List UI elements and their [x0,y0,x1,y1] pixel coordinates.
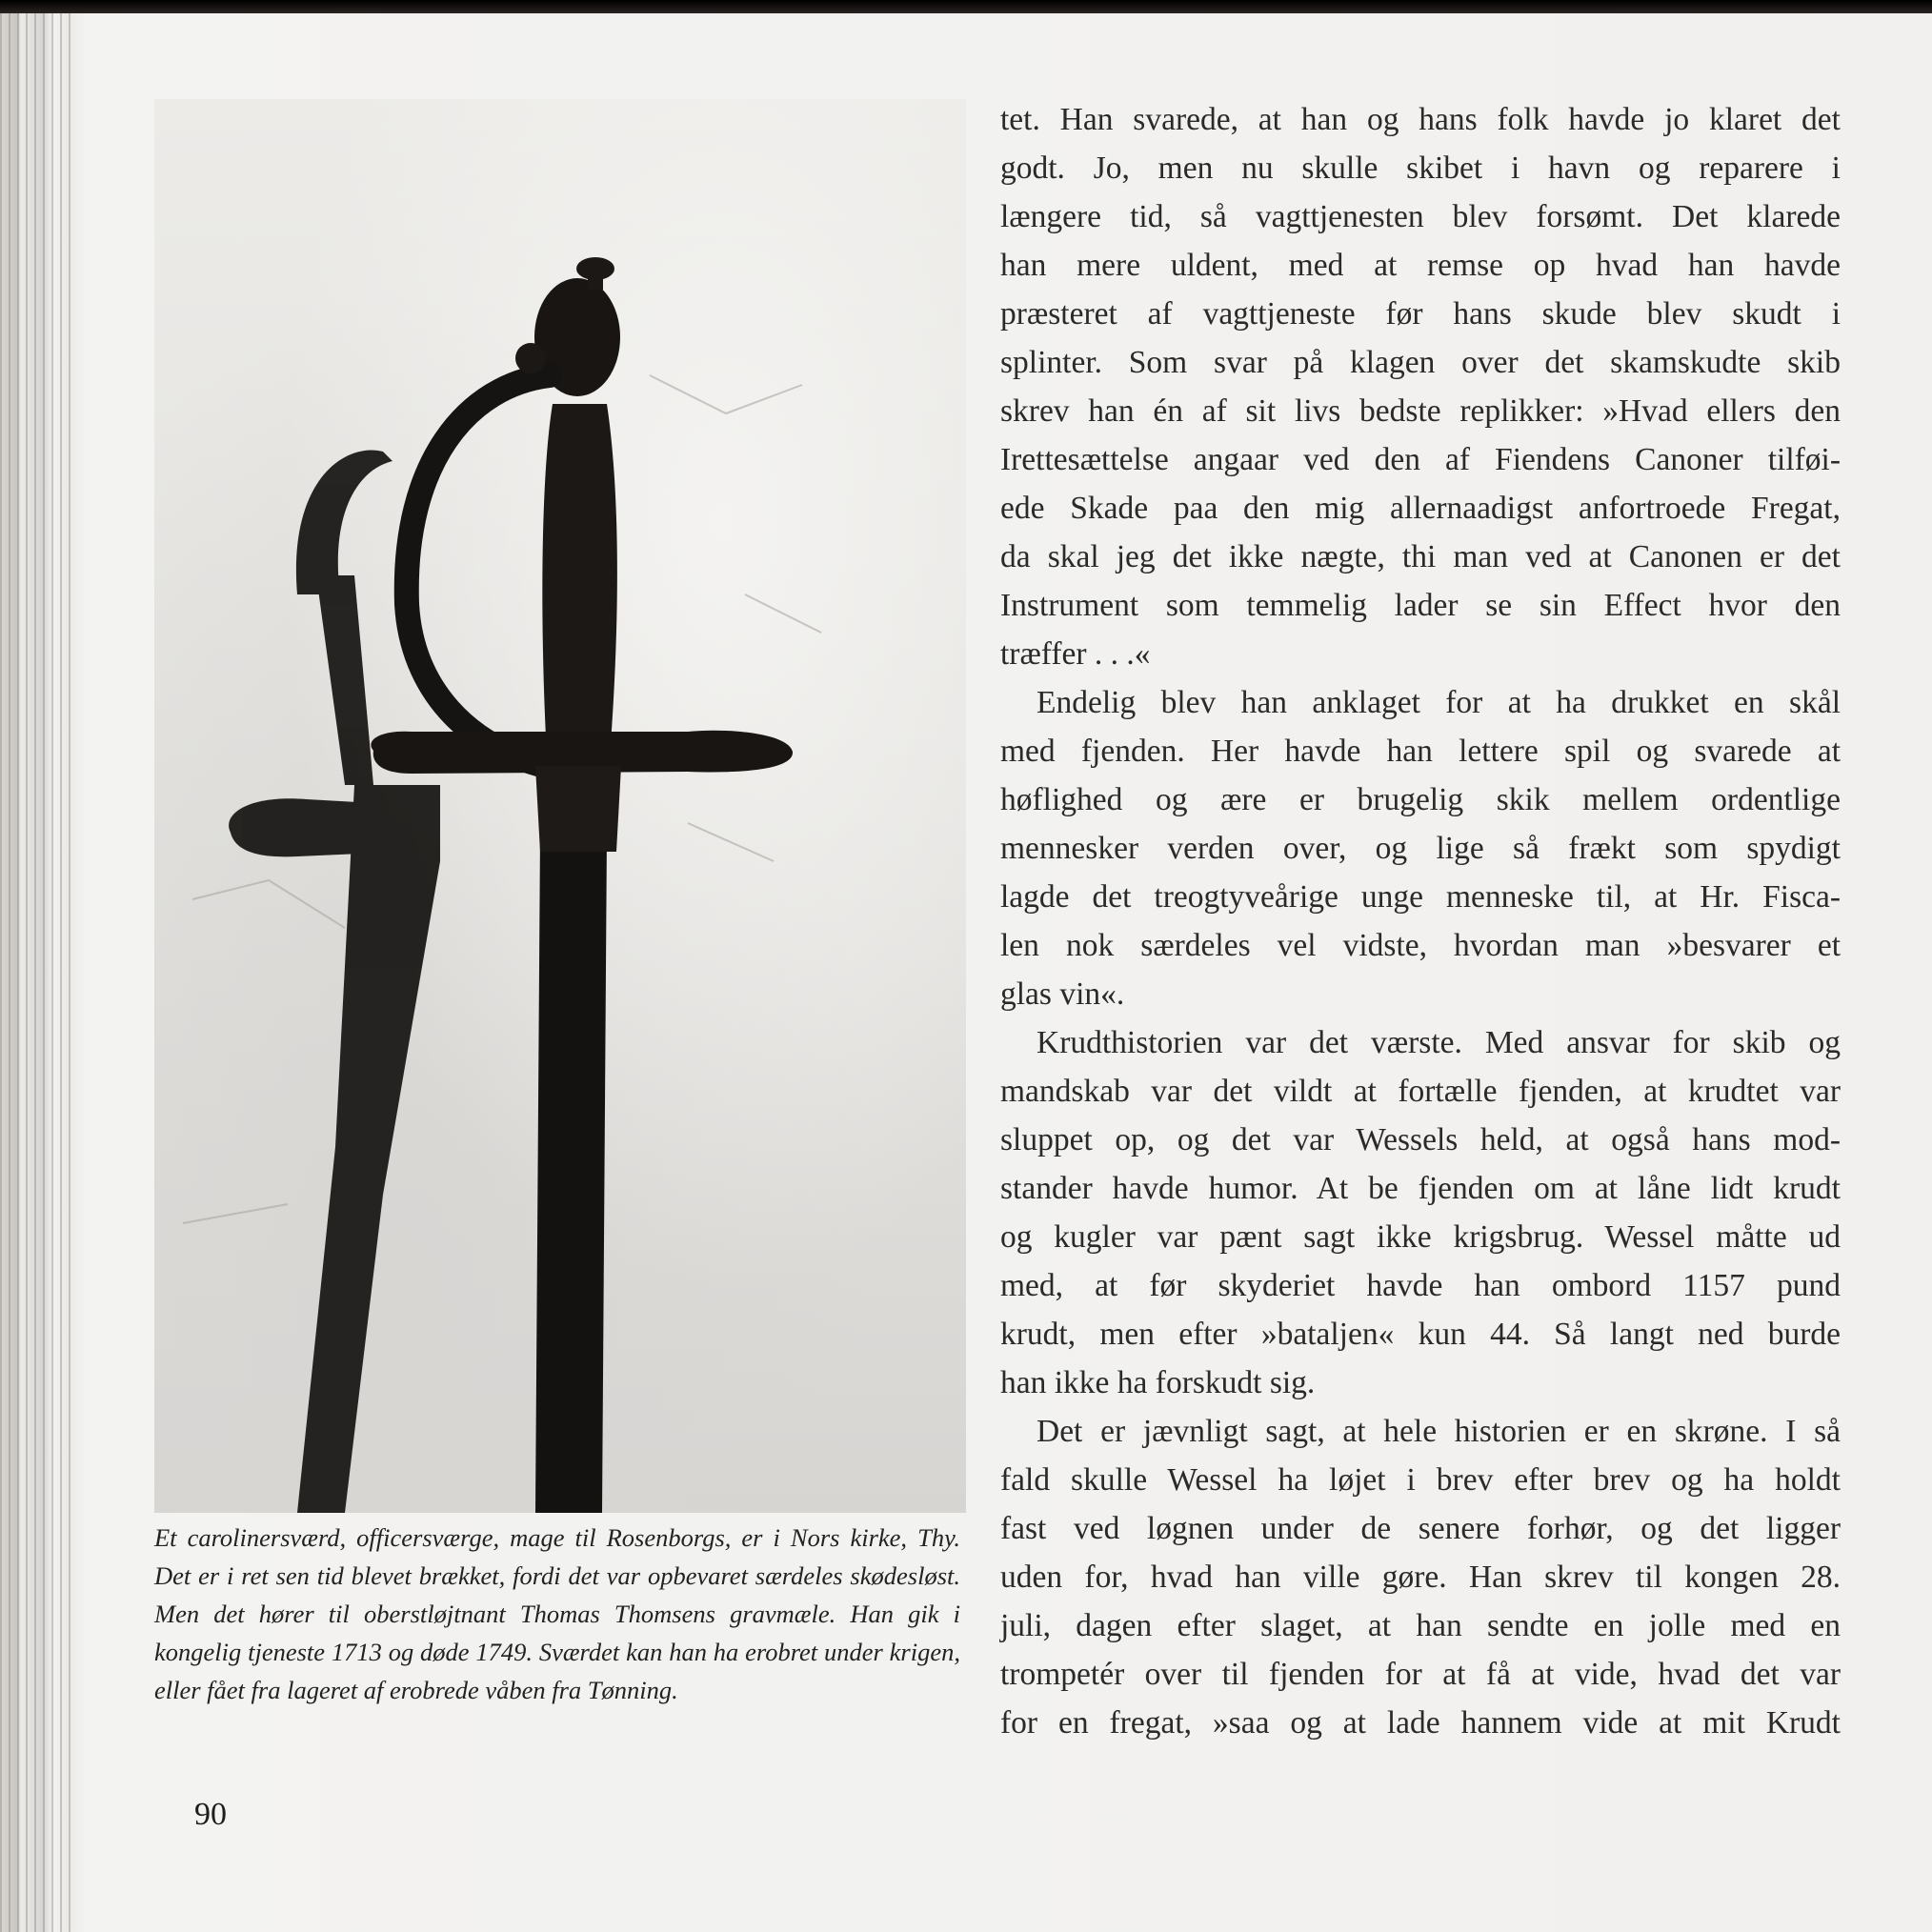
page-stack-edge [0,8,71,1932]
text-line: træffer . . .« [1000,636,1151,672]
text-line: med fjenden. Her havde han lettere spil og svarede at [1000,734,1841,769]
text-line: ede Skade paa den mig allernaadigst anfortroede Fregat, [1000,491,1841,526]
text-line: lagde det treogtyveårige unge menneske til, at Hr. Fisca- [1000,879,1841,915]
text-line: krudt, men efter »bataljen« kun 44. Så langt ned burde [1000,1317,1841,1352]
text-line: han ikke ha forskudt sig. [1000,1365,1316,1400]
text-line: med, at før skyderiet havde han ombord 1157 pund [1000,1268,1841,1303]
sword-photo [154,99,966,1513]
text-line: for en fregat, »saa og at lade hannem vide at mit Krudt [1000,1705,1841,1741]
text-line: fast ved løgnen under de senere forhør, og det ligger [1000,1511,1841,1546]
text-line: mennesker verden over, og lige så frækt som spydigt [1000,831,1841,866]
text-line: høflighed og ære er brugelig skik mellem ordentlige [1000,782,1841,817]
text-line: juli, dagen efter slaget, at han sendte en jolle med en [1000,1608,1841,1643]
text-line: han mere uldent, med at remse op hvad han havde [1000,248,1841,283]
text-line: længere tid, så vagttjenesten blev forsømt. Det klarede [1000,199,1841,234]
text-line: da skal jeg det ikke nægte, thi man ved at Canonen er det [1000,539,1841,574]
text-line: og kugler var pænt sagt ikke krigsbrug. Wessel måtte ud [1000,1219,1841,1255]
sword-illustration [154,99,966,1513]
text-line: Instrument som temmelig lader se sin Effect hvor den [1000,588,1841,623]
text-line: stander havde humor. At be fjenden om at låne lidt krudt [1000,1171,1841,1206]
text-line: sluppet op, og det var Wessels held, at også hans mod- [1000,1122,1841,1157]
text-line: Irettesættelse angaar ved den af Fiendens Canoner tilføi- [1000,442,1841,477]
text-line: præsteret af vagttjeneste før hans skude blev skudt i [1000,296,1841,332]
text-line: trompetér over til fjenden for at få at vide, hvad det var [1000,1657,1841,1692]
text-line: splinter. Som svar på klagen over det skamskudte skib [1000,345,1841,380]
body-text [1000,95,1841,1747]
text-line: len nok særdeles vel vidste, hvordan man »besvarer et [1000,928,1841,963]
text-line: tet. Han svarede, at han og hans folk havde jo klaret det [1000,102,1841,137]
text-line: skrev han én af sit livs bedste replikker: »Hvad ellers den [1000,393,1841,429]
photo-caption: Et carolinersværd, officersværge, mage til Rosenborgs, er i Nors kirke, Thy. Det er i ret sen tid blevet brækket, fordi det var opbevaret særdeles skødesløst. Men det hører til oberstløjtnant Thomas Thomsens gravmæle. Han gik i kongelig tjeneste 1713 og døde 1749. Sværdet kan han ha erobret under krigen, eller fået fra lageret af erobrede våben fra Tønning. [154,1523,960,1704]
text-line: fald skulle Wessel ha løjet i brev efter brev og ha holdt [1000,1462,1841,1498]
top-shadow [0,0,1932,13]
text-line: uden for, hvad han ville gøre. Han skrev til kongen 28. [1000,1560,1841,1595]
text-line: Det er jævnligt sagt, at hele historien er en skrøne. I så [1036,1414,1841,1449]
text-line: godt. Jo, men nu skulle skibet i havn og reparere i [1000,151,1841,186]
text-line: Krudthistorien var det værste. Med ansvar for skib og [1036,1025,1841,1060]
text-line: mandskab var det vildt at fortælle fjenden, at krudtet var [1000,1074,1841,1109]
text-line: glas vin«. [1000,976,1125,1012]
text-line: Endelig blev han anklaget for at ha drukket en skål [1036,685,1841,720]
page-number: 90 [194,1797,227,1832]
